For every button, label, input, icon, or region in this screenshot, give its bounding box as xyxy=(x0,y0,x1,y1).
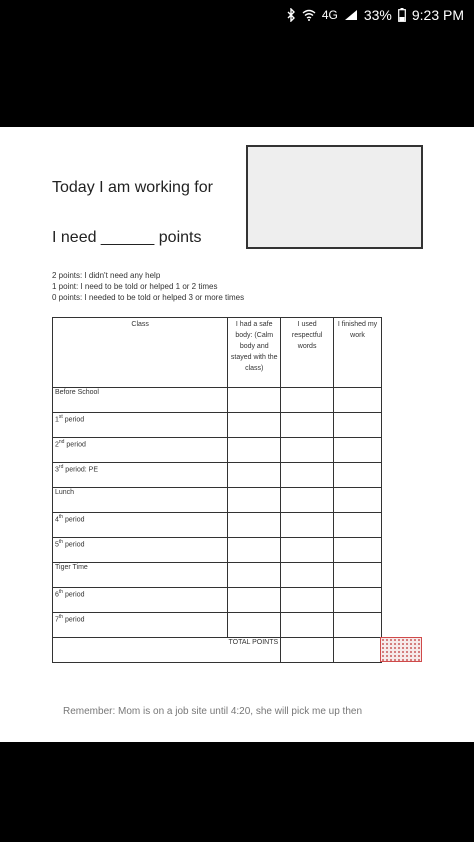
ordinal-suffix: th xyxy=(58,589,64,595)
score-finished-work xyxy=(334,488,382,513)
class-cell xyxy=(53,613,228,638)
ordinal-suffix: th xyxy=(58,614,64,620)
ordinal-suffix: th xyxy=(58,539,64,545)
table-row xyxy=(53,513,382,538)
score-safe-body xyxy=(228,613,281,638)
signal-icon xyxy=(344,9,358,21)
score-safe-body xyxy=(228,413,281,438)
behavior-table xyxy=(52,317,382,663)
table-row xyxy=(53,613,382,638)
clock: 9:23 PM xyxy=(411,7,464,23)
score-respectful-words xyxy=(281,438,334,463)
score-finished-work xyxy=(334,563,382,588)
class-name-rest: period xyxy=(62,416,85,424)
table-row xyxy=(53,463,382,488)
class-name: Tiger Time xyxy=(55,564,88,571)
class-cell xyxy=(53,438,228,463)
table-row xyxy=(53,563,382,588)
point-rules xyxy=(52,270,244,303)
rule-2-points: 2 points: I didn't need any help xyxy=(52,271,161,280)
ordinal-suffix: th xyxy=(58,514,64,520)
table-row xyxy=(53,588,382,613)
class-name-rest: period xyxy=(63,616,85,624)
table-row xyxy=(53,538,382,563)
score-safe-body xyxy=(228,563,281,588)
table-row xyxy=(53,413,382,438)
class-name: 2 xyxy=(55,441,59,449)
class-name: 3 xyxy=(55,466,59,474)
total-cell-finished xyxy=(334,638,382,663)
class-name-rest: period xyxy=(64,441,86,449)
wifi-icon xyxy=(302,9,316,21)
document-title: Today I am working for xyxy=(52,179,213,196)
class-name-rest: period xyxy=(63,541,85,549)
class-name: 1 xyxy=(55,416,59,424)
total-cell-respectful xyxy=(281,638,334,663)
header-safe-body: I had a safe body: (Calm body and stayed with the class) xyxy=(228,318,281,388)
score-finished-work xyxy=(334,413,382,438)
score-finished-work xyxy=(334,463,382,488)
reminder-note: Remember: Mom is on a job site until 4:20, she will pick me up then xyxy=(63,706,363,717)
total-points-box xyxy=(380,637,422,662)
header-class: Class xyxy=(53,318,228,388)
reward-box xyxy=(246,145,423,249)
score-respectful-words xyxy=(281,613,334,638)
score-respectful-words xyxy=(281,463,334,488)
class-name: 5 xyxy=(55,541,59,549)
class-cell xyxy=(53,488,228,513)
score-safe-body xyxy=(228,488,281,513)
total-row xyxy=(53,638,382,663)
class-cell xyxy=(53,463,228,488)
score-safe-body xyxy=(228,513,281,538)
score-safe-body xyxy=(228,538,281,563)
class-name-rest: period xyxy=(63,516,85,524)
score-respectful-words xyxy=(281,388,334,413)
score-safe-body xyxy=(228,388,281,413)
rule-0-points: 0 points: I needed to be told or helped 3 or more times xyxy=(52,293,245,302)
ordinal-suffix: st xyxy=(58,414,63,420)
class-name: 4 xyxy=(55,516,59,524)
class-name: Lunch xyxy=(55,489,75,496)
class-name-rest: period: PE xyxy=(63,466,98,474)
table-row xyxy=(53,488,382,513)
document-image xyxy=(0,127,474,742)
class-name-rest: period xyxy=(63,591,85,599)
table-header-row xyxy=(53,318,382,388)
score-finished-work xyxy=(334,438,382,463)
score-respectful-words xyxy=(281,563,334,588)
class-name: 7 xyxy=(55,616,59,624)
ordinal-suffix: rd xyxy=(58,464,64,470)
points-needed-line: I need ______ points xyxy=(52,229,202,246)
battery-percent: 33% xyxy=(363,7,392,23)
lte-icon: 4G xyxy=(321,8,338,22)
score-finished-work xyxy=(334,613,382,638)
score-respectful-words xyxy=(281,538,334,563)
class-name: Before School xyxy=(55,389,99,396)
score-finished-work xyxy=(334,388,382,413)
header-finished-work: I finished my work xyxy=(334,318,382,388)
bluetooth-icon xyxy=(286,8,296,22)
class-cell xyxy=(53,563,228,588)
score-finished-work xyxy=(334,588,382,613)
table-row xyxy=(53,388,382,413)
class-cell xyxy=(53,513,228,538)
score-respectful-words xyxy=(281,488,334,513)
class-cell xyxy=(53,413,228,438)
class-cell xyxy=(53,588,228,613)
table-row xyxy=(53,438,382,463)
header-respectful-words: I used respectful words xyxy=(281,318,334,388)
score-safe-body xyxy=(228,463,281,488)
total-points-label: TOTAL POINTS xyxy=(53,638,281,663)
rule-1-point: 1 point: I need to be told or helped 1 or 2 times xyxy=(52,282,218,291)
class-cell xyxy=(53,388,228,413)
class-name: 6 xyxy=(55,591,59,599)
score-safe-body xyxy=(228,588,281,613)
score-finished-work xyxy=(334,513,382,538)
score-respectful-words xyxy=(281,413,334,438)
class-cell xyxy=(53,538,228,563)
score-finished-work xyxy=(334,538,382,563)
status-bar xyxy=(0,0,474,30)
score-safe-body xyxy=(228,438,281,463)
battery-icon xyxy=(398,8,406,22)
score-respectful-words xyxy=(281,513,334,538)
ordinal-suffix: nd xyxy=(58,439,65,445)
score-respectful-words xyxy=(281,588,334,613)
